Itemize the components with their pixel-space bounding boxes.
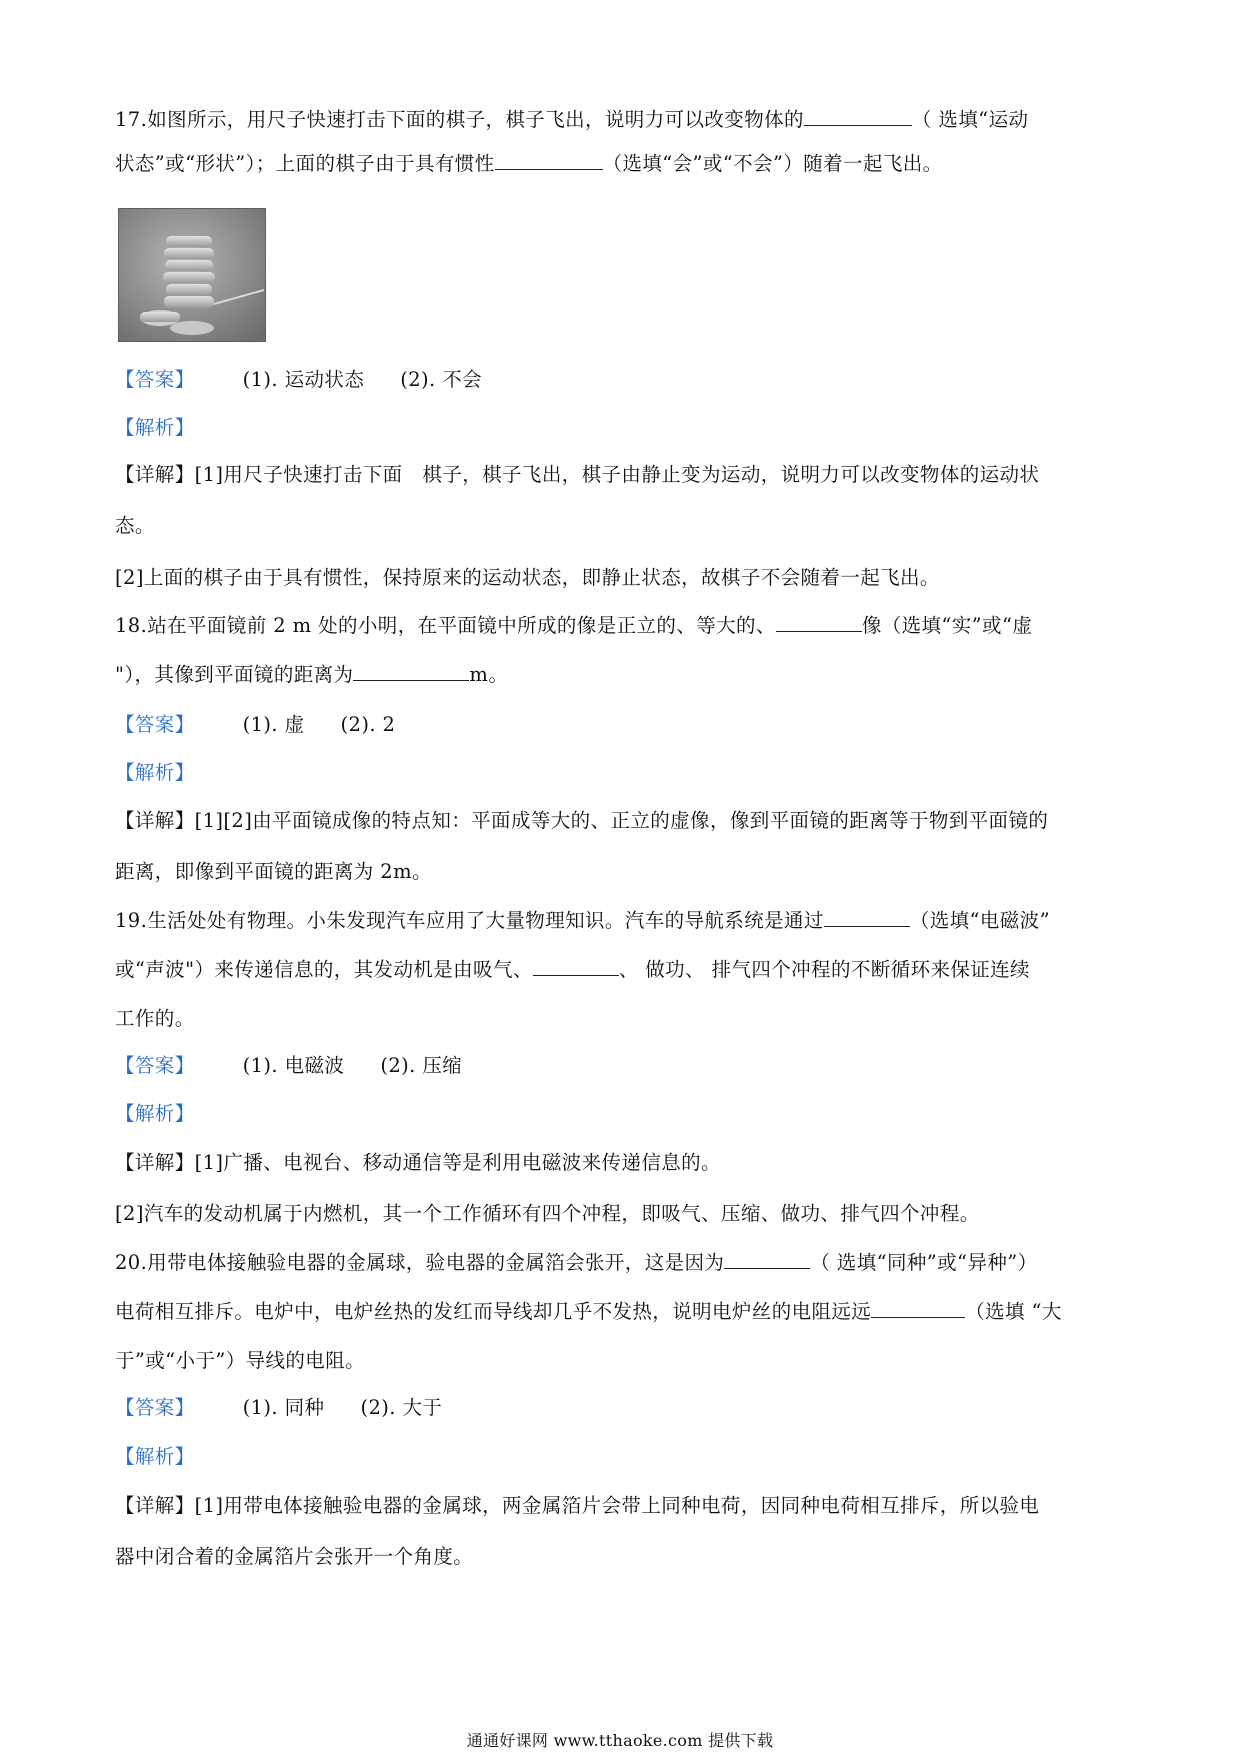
q19-answer-2: (2). 压缩: [380, 1054, 463, 1077]
q18-stem-text-4: m。: [469, 663, 509, 686]
q20-analysis-line: [115, 1441, 1135, 1469]
q18-stem-text-2: 像（选填“实”或“虚: [861, 614, 1033, 637]
q17-stem-text-1: 17.如图所示，用尺子快速打击下面的棋子，棋子飞出，说明力可以改变物体的: [115, 108, 804, 131]
q20-detail-line2: 器中闭合着的金属箔片会张开一个角度。: [115, 1545, 474, 1568]
q20-blank-1: [724, 1250, 810, 1269]
q20-stem-line2: [115, 1296, 1135, 1324]
q17-stem-line1: [115, 104, 1135, 132]
q20-stem-line1: [115, 1247, 1135, 1275]
q19-analysis-tag: 【解析】: [115, 1102, 195, 1125]
q19-stem-text-3: 或“声波"）来传递信息的，其发动机是由吸气、: [115, 958, 533, 981]
q17-answer-1: (1). 运动状态: [242, 368, 365, 391]
q20-blank-2: [871, 1299, 965, 1318]
q18-stem-line2: [115, 659, 1135, 687]
q20-answer-2: (2). 大于: [360, 1396, 443, 1419]
q18-stem-text-1: 18.站在平面镜前 2 m 处的小明，在平面镜中所成的像是正立的、等大的、: [115, 614, 776, 637]
q17-blank-2: [495, 151, 603, 170]
q20-detail-line1: 【详解】[1]用带电体接触验电器的金属球，两金属箔片会带上同种电荷，因同种电荷相互排斥，所以验电: [115, 1494, 1040, 1517]
q19-stem-line2: [115, 954, 1135, 982]
q18-blank-1: [776, 613, 862, 632]
q20-stem-line3: 于”或“小于”）导线的电阻。: [115, 1349, 366, 1372]
q19-blank-1: [824, 908, 910, 927]
page-footer: 通通好课网 www.tthaoke.com 提供下载: [466, 1731, 774, 1750]
q20-stem-text-4: （选填 “大: [965, 1300, 1062, 1323]
q18-analysis-line: [115, 757, 1135, 785]
q20-answer-line: [115, 1392, 1135, 1420]
q19-blank-2: [533, 957, 619, 976]
chess-pieces-illustration: [118, 208, 266, 342]
q20-stem-text-3: 电荷相互排斥。电炉中，电炉丝热的发红而导线却几乎不发热，说明电炉丝的电阻远远: [115, 1300, 872, 1323]
q17-stem-text-3: 状态”或“形状”）；上面的棋子由于具有惯性: [115, 152, 495, 175]
q19-stem-line3: 工作的。: [115, 1007, 195, 1030]
q19-stem-text-1: 19.生活处处有物理。小朱发现汽车应用了大量物理知识。汽车的导航系统是通过: [115, 909, 824, 932]
q19-detail-line2: [2]汽车的发动机属于内燃机，其一个工作循环有四个冲程，即吸气、压缩、做功、排气四个冲程。: [115, 1202, 980, 1225]
q19-stem-text-2: （选填“电磁波”: [909, 909, 1050, 932]
q17-detail-line1: 【详解】[1]用尺子快速打击下面 棋子，棋子飞出，棋子由静止变为运动，说明力可以改变物体的运动状: [115, 463, 1040, 486]
q19-answer-tag: 【答案】: [115, 1054, 195, 1077]
q17-answer-2: (2). 不会: [400, 368, 483, 391]
q20-analysis-tag: 【解析】: [115, 1445, 195, 1468]
q20-stem-text-1: 20.用带电体接触验电器的金属球，验电器的金属箔会张开，这是因为: [115, 1251, 725, 1274]
q20-stem-text-2: （ 选填“同种”或“异种”）: [810, 1251, 1038, 1274]
q18-detail-line1: 【详解】[1][2]由平面镜成像的特点知：平面成等大的、正立的虚像，像到平面镜的距离等于物到平面镜的: [115, 809, 1049, 832]
q18-answer-tag: 【答案】: [115, 713, 195, 736]
q17-detail-line3: [2]上面的棋子由于具有惯性，保持原来的运动状态，即静止状态，故棋子不会随着一起飞出。: [115, 566, 940, 589]
q17-answer-tag: 【答案】: [115, 368, 195, 391]
q19-stem-text-4: 、 做功、 排气四个冲程的不断循环来保证连续: [618, 958, 1030, 981]
q18-answer-line: [115, 709, 1135, 737]
q17-answer-line: [115, 364, 1135, 392]
q17-blank-1: [804, 107, 912, 126]
q17-stem-line2: [115, 148, 1135, 176]
q18-answer-2: (2). 2: [340, 713, 396, 736]
q17-stem-text-4: （选填“会”或“不会”）随着一起飞出。: [602, 152, 943, 175]
chess-pieces-photo: [118, 208, 266, 342]
q19-stem-line1: [115, 905, 1135, 933]
q17-stem-text-2: （ 选填“运动: [911, 108, 1029, 131]
q18-blank-2: [353, 662, 469, 681]
q18-detail-line2: 距离，即像到平面镜的距离为 2m。: [115, 860, 432, 883]
q18-stem-text-3: "），其像到平面镜的距离为: [115, 663, 354, 686]
q17-detail-line2: 态。: [115, 514, 155, 537]
q18-analysis-tag: 【解析】: [115, 761, 195, 784]
q20-answer-tag: 【答案】: [115, 1396, 195, 1419]
q19-answer-1: (1). 电磁波: [242, 1054, 345, 1077]
q19-detail-line1: 【详解】[1]广播、电视台、移动通信等是利用电磁波来传递信息的。: [115, 1151, 721, 1174]
q19-analysis-line: [115, 1098, 1135, 1126]
q18-stem-line1: [115, 610, 1135, 638]
q17-analysis-tag: 【解析】: [115, 416, 195, 439]
q18-answer-1: (1). 虚: [242, 713, 305, 736]
q17-analysis-line: [115, 412, 1135, 440]
q20-answer-1: (1). 同种: [242, 1396, 325, 1419]
q19-answer-line: [115, 1050, 1135, 1078]
